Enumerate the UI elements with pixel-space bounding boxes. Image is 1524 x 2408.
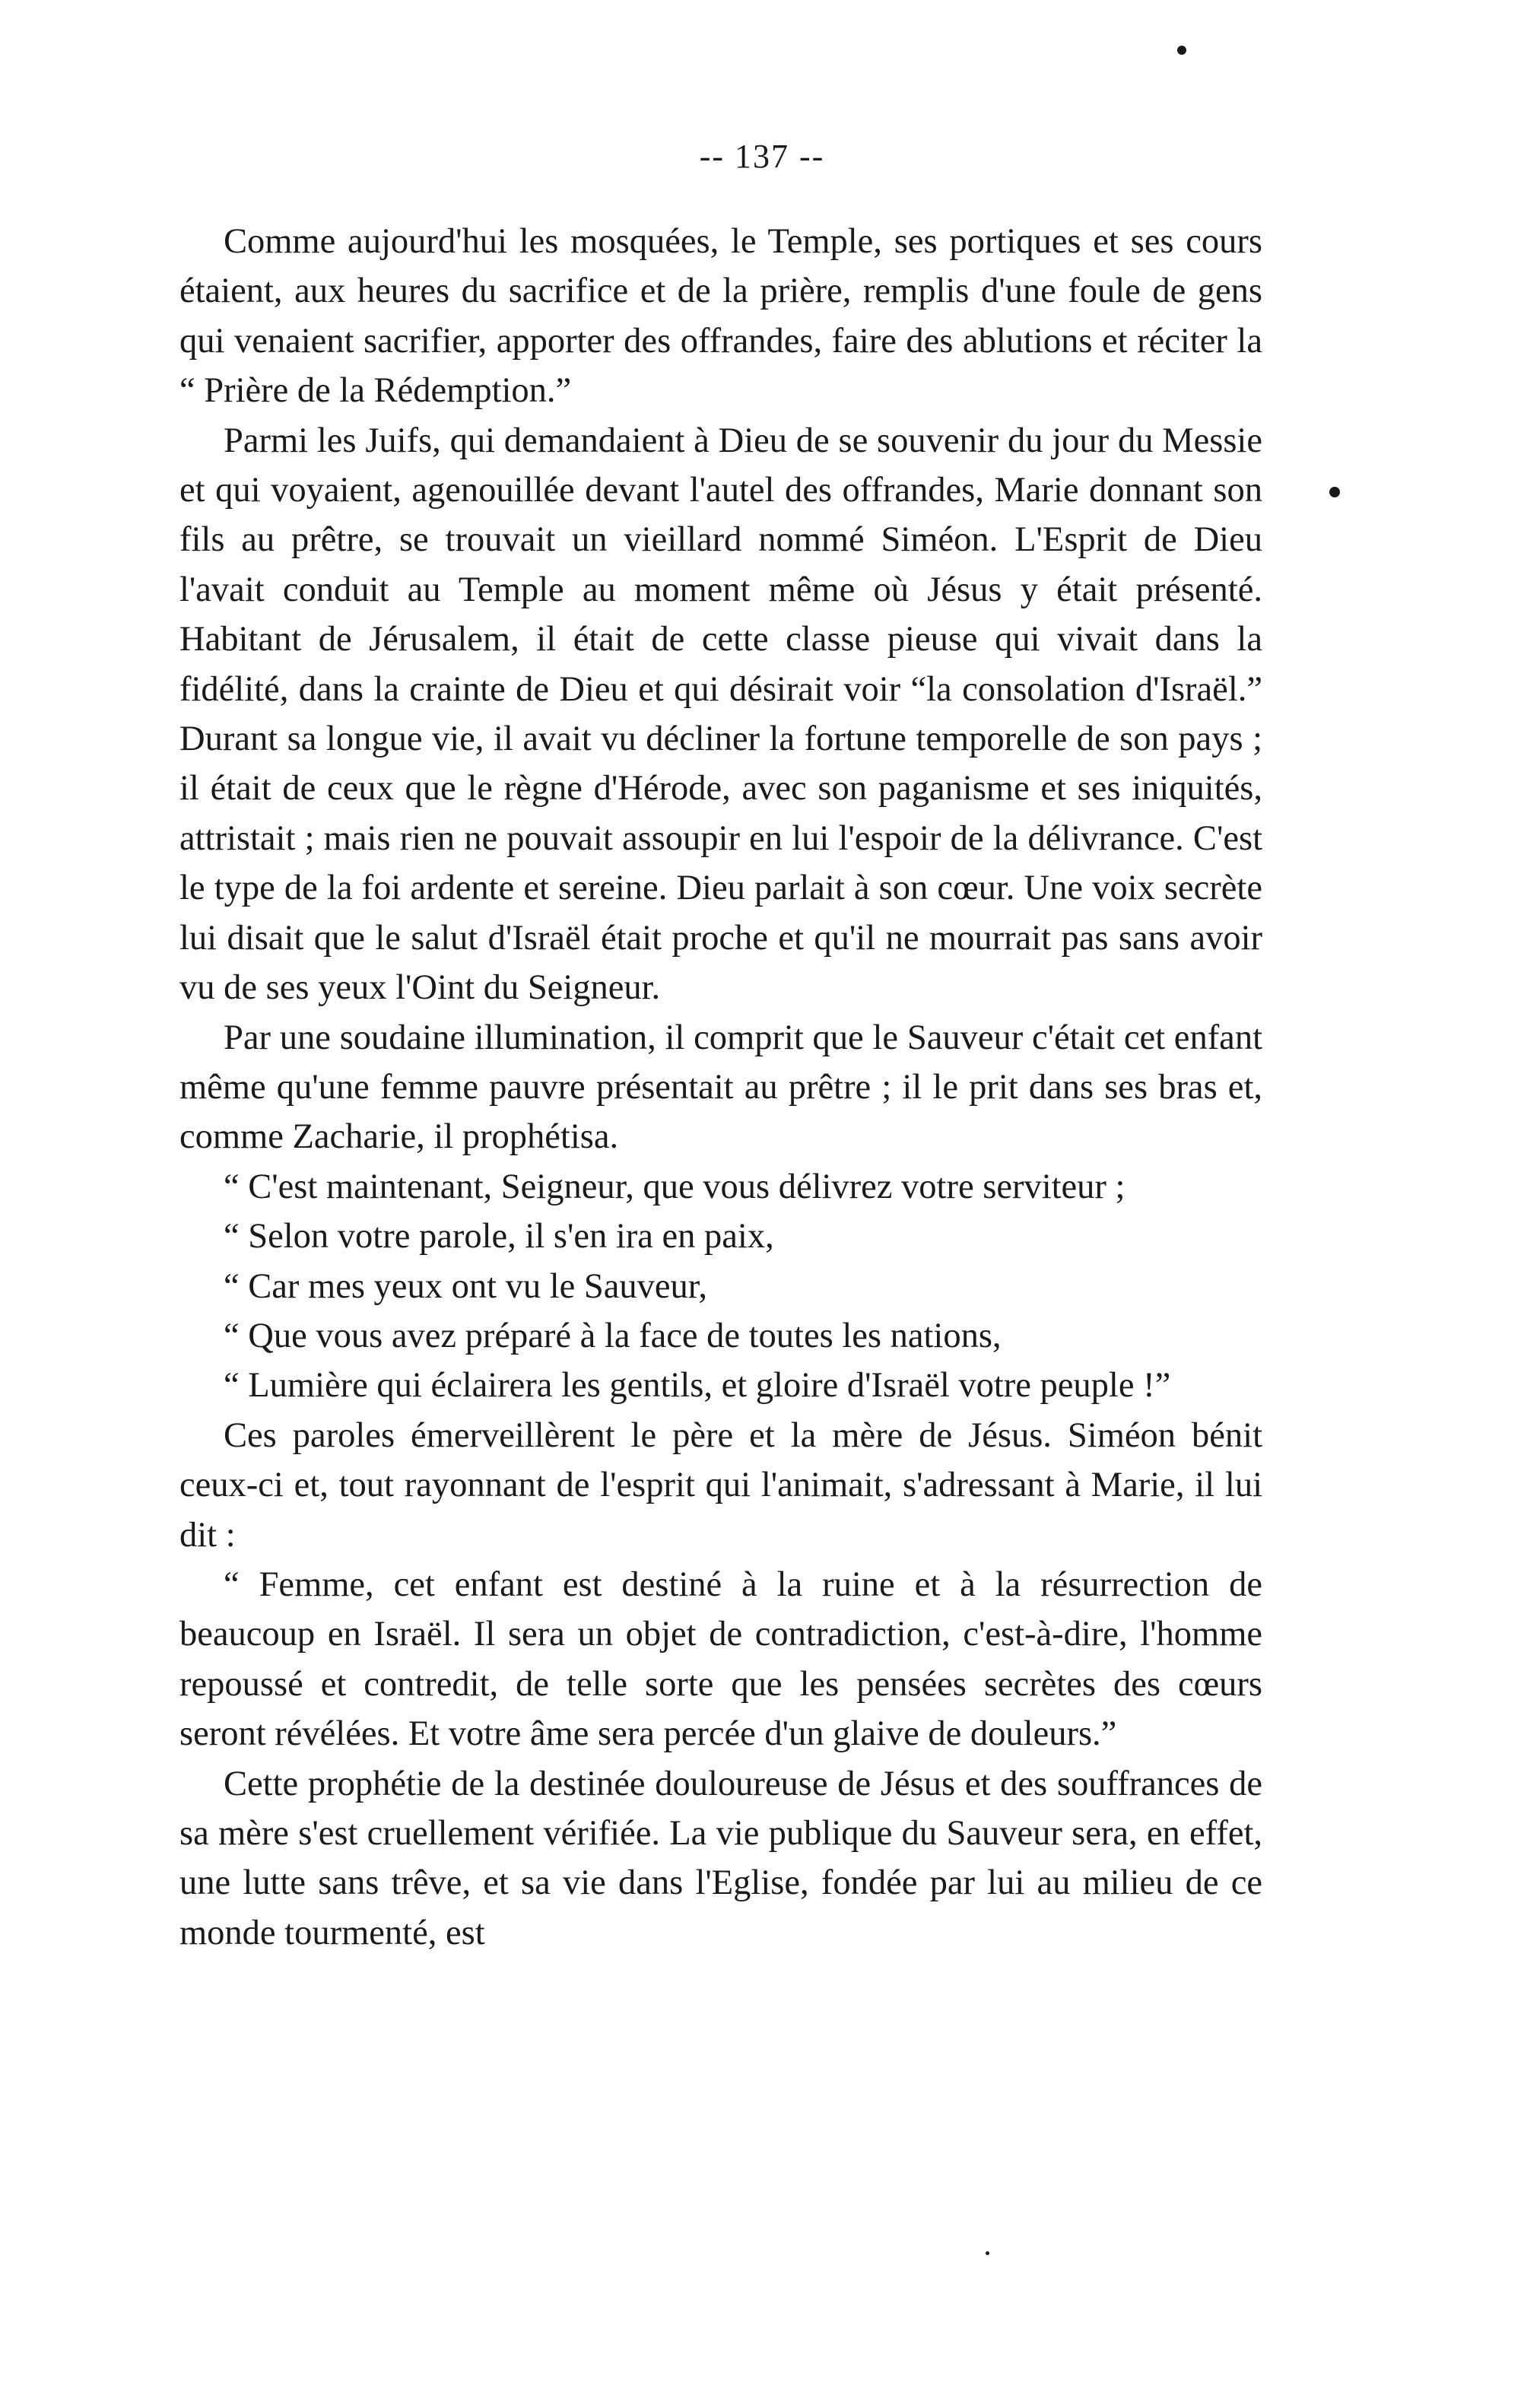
verse-line: “ Car mes yeux ont vu le Sauveur,	[224, 1266, 708, 1306]
verse-line: “ C'est maintenant, Seigneur, que vous délivrez votre serviteur ;	[224, 1167, 1126, 1206]
ink-speck-top-right	[1177, 46, 1186, 55]
body-text	[179, 217, 1262, 1958]
ink-speck-bottom	[986, 2251, 989, 2255]
paragraph: Par une soudaine illumination, il comprit que le Sauveur c'était cet enfant même qu'une femme pauvre présentait au prêtre ; il le prit dans ses bras et, comme Zacharie, il prophétisa.	[179, 1018, 1262, 1157]
paragraph: Cette prophétie de la destinée douloureuse de Jésus et des souffrances de sa mère s'est cruellement vérifiée. La vie publique du Sauveur sera, en effet, une lutte sans trêve, et sa vie dans l'Eglise, fondée par lui au milieu de ce monde tourmenté, est	[179, 1764, 1262, 1952]
page-number: -- 137 --	[699, 138, 825, 175]
paragraph: “ Femme, cet enfant est destiné à la ruine et à la résurrection de beaucoup en Israël. Il sera un objet de contradiction, c'est-à-dire, l'homme repoussé et contredit, de telle sorte que les pensées secrètes des cœurs seront révélées. Et votre âme sera percée d'un glaive de douleurs.”	[179, 1565, 1262, 1754]
paragraph: Ces paroles émerveillèrent le père et la mère de Jésus. Siméon bénit ceux-ci et, tout rayonnant de l'esprit qui l'animait, s'adressant à Marie, il lui dit :	[179, 1415, 1262, 1555]
ink-speck-right-margin	[1329, 487, 1340, 497]
verse-line: “ Selon votre parole, il s'en ira en paix,	[224, 1217, 774, 1256]
paragraph: Parmi les Juifs, qui demandaient à Dieu de se souvenir du jour du Messie et qui voyaient, agenouillée devant l'autel des offrandes, Marie donnant son fils au prêtre, se trouvait un vieillard nommé Siméon. L'Esprit de Dieu l'avait conduit au Temple au moment même où Jésus y était présenté. Habitant de Jérusalem, il était de cette classe pieuse qui vivait dans la fidélité, dans la crainte de Dieu et qui désirait voir “la consolation d'Israël.” Durant sa longue vie, il avait vu décliner la fortune temporelle de son pays ; il était de ceux que le règne d'Hérode, avec son paganisme et ses iniquités, attristait ; mais rien ne pouvait assoupir en lui l'espoir de la délivrance. C'est le type de la foi ardente et sereine. Dieu parlait à son cœur. Une voix secrète lui disait que le salut d'Israël était proche et qu'il ne mourrait pas sans avoir vu de ses yeux l'Oint du Seigneur.	[179, 421, 1262, 1008]
paragraph: Comme aujourd'hui les mosquées, le Temple, ses portiques et ses cours étaient, aux heures du sacrifice et de la prière, remplis d'une foule de gens qui venaient sacrifier, apporter des offrandes, faire des ablutions et réciter la “ Prière de la Rédemption.”	[179, 222, 1262, 411]
verse-line: “ Que vous avez préparé à la face de toutes les nations,	[224, 1316, 1002, 1355]
verse-line: “ Lumière qui éclairera les gentils, et gloire d'Israël votre peuple !”	[224, 1366, 1171, 1406]
